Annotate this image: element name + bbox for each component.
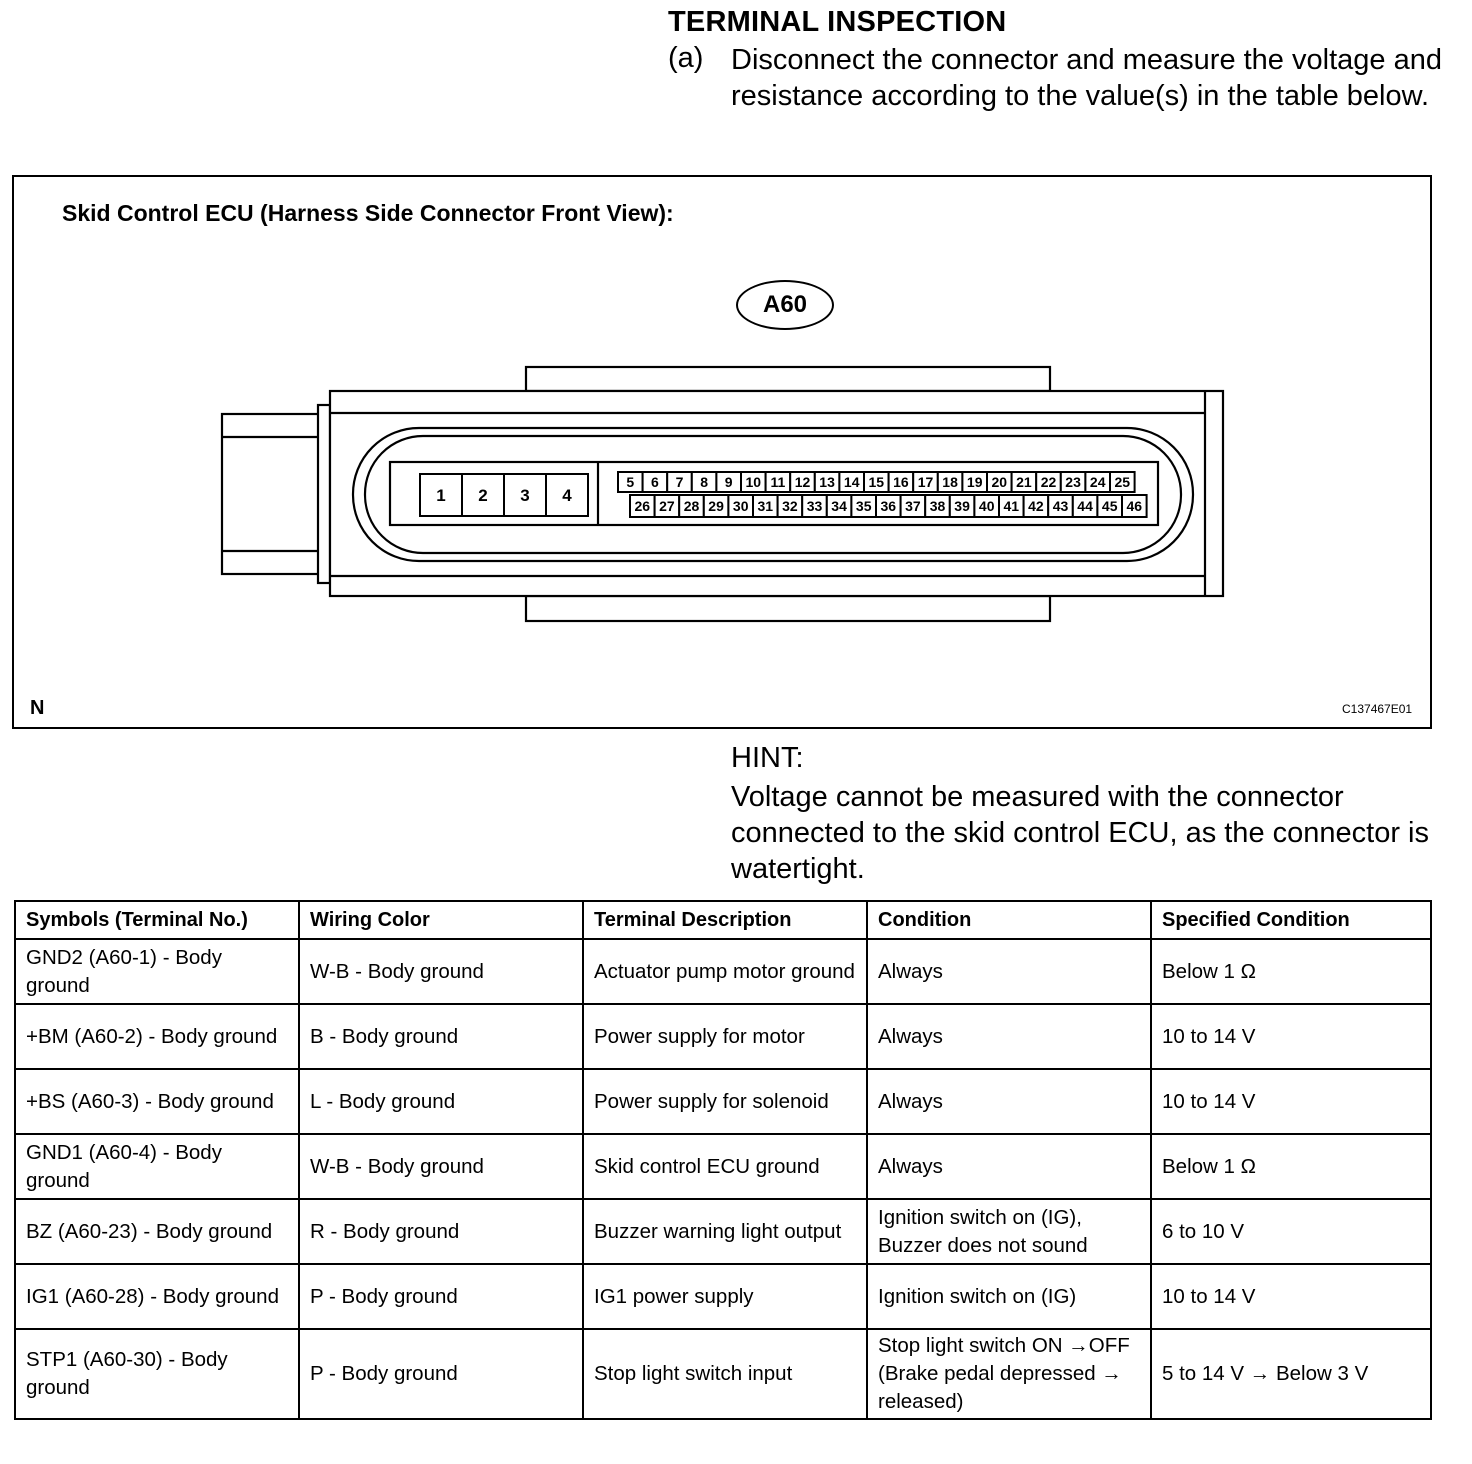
cell-wiring-color: R - Body ground — [299, 1199, 583, 1264]
table-row — [15, 1134, 1431, 1199]
terminal-43-label: 43 — [1052, 498, 1069, 515]
cell-wiring-color: P - Body ground — [299, 1264, 583, 1329]
terminal-30-label: 30 — [732, 498, 749, 515]
cell-condition: Ignition switch on (IG) — [867, 1264, 1151, 1329]
terminal-12-label: 12 — [794, 474, 811, 491]
terminal-13-label: 13 — [819, 474, 835, 491]
cell-description: Skid control ECU ground — [583, 1134, 867, 1199]
terminal-31-label: 31 — [757, 498, 774, 515]
cell-wiring-color: B - Body ground — [299, 1004, 583, 1069]
terminal-33-label: 33 — [806, 498, 823, 515]
connector-id-label: A60 — [762, 291, 808, 318]
terminal-14-label: 14 — [843, 474, 860, 491]
terminal-4-label: 4 — [562, 486, 572, 506]
inspection-table — [14, 900, 1432, 1420]
terminal-16-label: 16 — [893, 474, 909, 491]
terminal-46-label: 46 — [1126, 498, 1143, 515]
terminal-35-label: 35 — [855, 498, 872, 515]
terminal-2-label: 2 — [478, 486, 488, 506]
table-row — [15, 1069, 1431, 1134]
cell-symbol: IG1 (A60-28) - Body ground — [15, 1264, 299, 1329]
figure-code: C137467E01 — [1342, 702, 1413, 716]
hint-text: Voltage cannot be measured with the connector connected to the skid control ECU, as the connector is watertight. — [731, 781, 1429, 885]
terminal-1-label: 1 — [436, 486, 446, 506]
terminal-29-label: 29 — [708, 498, 724, 515]
terminal-19-label: 19 — [966, 474, 983, 491]
cell-symbol: GND2 (A60-1) - Body ground — [15, 939, 299, 1004]
step-text: Disconnect the connector and measure the voltage and resistance according to the value(s) in the table below. — [731, 44, 1442, 112]
cell-description: Power supply for solenoid — [583, 1069, 867, 1134]
terminal-38-label: 38 — [929, 498, 946, 515]
page-heading: TERMINAL INSPECTION — [668, 6, 1007, 38]
cell-wiring-color: W-B - Body ground — [299, 1134, 583, 1199]
cell-symbol: BZ (A60-23) - Body ground — [15, 1199, 299, 1264]
cell-specified: 10 to 14 V — [1151, 1004, 1431, 1069]
cell-wiring-color: W-B - Body ground — [299, 939, 583, 1004]
terminal-26-label: 26 — [634, 498, 651, 515]
cell-description: Stop light switch input — [583, 1329, 867, 1419]
terminal-15-label: 15 — [868, 474, 885, 491]
cell-condition: Ignition switch on (IG), Buzzer does not sound — [867, 1199, 1151, 1264]
terminal-40-label: 40 — [978, 498, 995, 515]
table-row — [15, 1264, 1431, 1329]
table-row — [15, 1004, 1431, 1069]
cell-condition: Always — [867, 1134, 1151, 1199]
cell-symbol: +BM (A60-2) - Body ground — [15, 1004, 299, 1069]
cell-wiring-color: L - Body ground — [299, 1069, 583, 1134]
terminal-5-label: 5 — [626, 474, 635, 491]
cell-description: Actuator pump motor ground — [583, 939, 867, 1004]
cell-condition: Stop light switch ON →OFF (Brake pedal depressed → released) — [867, 1329, 1151, 1419]
cell-specified: 10 to 14 V — [1151, 1264, 1431, 1329]
cell-description: Buzzer warning light output — [583, 1199, 867, 1264]
terminal-9-label: 9 — [724, 474, 733, 491]
cell-specified: 10 to 14 V — [1151, 1069, 1431, 1134]
header-symbols: Symbols (Terminal No.) — [15, 901, 299, 939]
cell-condition: Always — [867, 1069, 1151, 1134]
header-specified-condition: Specified Condition — [1151, 901, 1431, 939]
cell-description: Power supply for motor — [583, 1004, 867, 1069]
terminal-23-label: 23 — [1065, 474, 1081, 491]
cell-specified: Below 1 Ω — [1151, 939, 1431, 1004]
terminal-34-label: 34 — [831, 498, 847, 515]
terminal-32-label: 32 — [782, 498, 798, 515]
terminal-45-label: 45 — [1101, 498, 1118, 515]
header-terminal-description: Terminal Description — [583, 901, 867, 939]
north-marker: N — [30, 697, 45, 719]
cell-specified: 6 to 10 V — [1151, 1199, 1431, 1264]
cell-specified: Below 1 Ω — [1151, 1134, 1431, 1199]
terminal-36-label: 36 — [880, 498, 897, 515]
step-label: (a) — [668, 42, 704, 74]
cell-description: IG1 power supply — [583, 1264, 867, 1329]
terminal-10-label: 10 — [745, 474, 762, 491]
terminal-27-label: 27 — [659, 498, 675, 515]
terminal-7-label: 7 — [675, 474, 684, 491]
cell-wiring-color: P - Body ground — [299, 1329, 583, 1419]
table-header-row — [15, 901, 1431, 939]
table-row — [15, 939, 1431, 1004]
terminal-18-label: 18 — [942, 474, 958, 491]
terminal-24-label: 24 — [1089, 474, 1106, 491]
terminal-11-label: 11 — [770, 474, 786, 491]
terminal-3-label: 3 — [520, 486, 530, 506]
cell-specified: 5 to 14 V → Below 3 V — [1151, 1329, 1431, 1419]
terminal-21-label: 21 — [1016, 474, 1032, 491]
terminal-17-label: 17 — [917, 474, 934, 491]
terminal-6-label: 6 — [651, 474, 659, 491]
terminal-8-label: 8 — [700, 474, 708, 491]
cell-condition: Always — [867, 939, 1151, 1004]
cell-symbol: STP1 (A60-30) - Body ground — [15, 1329, 299, 1419]
figure-title: Skid Control ECU (Harness Side Connector Front View): — [62, 200, 674, 226]
cell-symbol: GND1 (A60-4) - Body ground — [15, 1134, 299, 1199]
terminal-42-label: 42 — [1028, 498, 1044, 515]
terminal-37-label: 37 — [905, 498, 921, 515]
header-wiring-color: Wiring Color — [299, 901, 583, 939]
terminal-20-label: 20 — [991, 474, 1008, 491]
cell-condition: Always — [867, 1004, 1151, 1069]
terminal-28-label: 28 — [683, 498, 700, 515]
table-row — [15, 1329, 1431, 1419]
terminal-44-label: 44 — [1077, 498, 1093, 515]
terminal-22-label: 22 — [1040, 474, 1057, 491]
header-condition: Condition — [867, 901, 1151, 939]
terminal-25-label: 25 — [1114, 474, 1131, 491]
cell-symbol: +BS (A60-3) - Body ground — [15, 1069, 299, 1134]
hint-title: HINT: — [731, 742, 804, 774]
terminal-39-label: 39 — [954, 498, 970, 515]
table-row — [15, 1199, 1431, 1264]
terminal-41-label: 41 — [1003, 498, 1020, 515]
